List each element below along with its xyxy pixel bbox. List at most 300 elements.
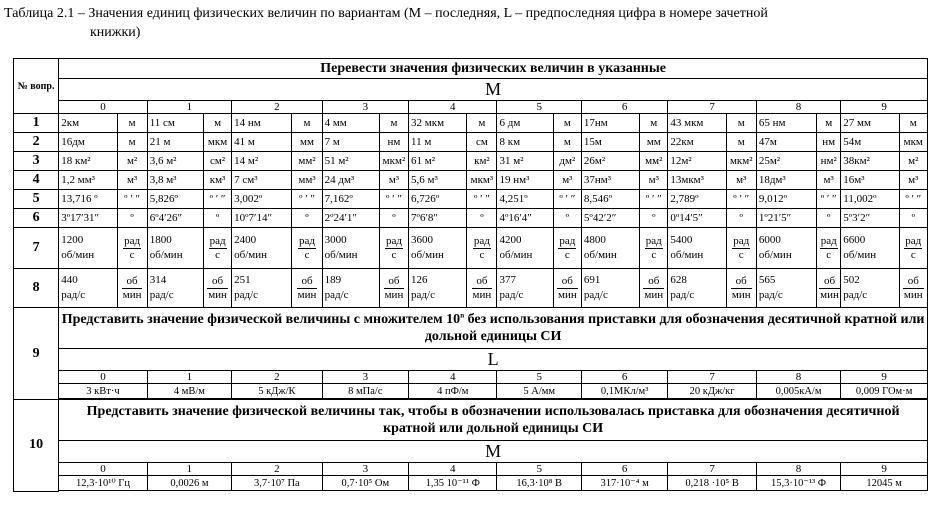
target-unit-cell: мм² — [292, 152, 322, 171]
value-cell: 16м³ — [841, 171, 899, 190]
target-unit-cell: м³ — [379, 171, 408, 190]
unit-denominator: с — [651, 248, 657, 261]
value-cell: 317·10⁻⁴ м — [581, 476, 667, 491]
target-unit-cell: м³ — [726, 171, 756, 190]
table-row — [14, 476, 928, 491]
target-unit-cell: мкм — [203, 133, 231, 152]
unit-fraction — [643, 275, 664, 302]
variant-number: 4 — [409, 101, 497, 114]
unit-denominator: с — [564, 248, 570, 261]
value-cell: 12045 м — [841, 476, 928, 491]
variant-number: 9 — [841, 463, 928, 476]
value-cell: 51 м² — [322, 152, 379, 171]
target-unit-cell: км² — [467, 152, 497, 171]
caption-line-2: книжки) — [90, 25, 141, 40]
value-cell: 38км² — [841, 152, 899, 171]
target-unit-cell: см² — [203, 152, 231, 171]
question-title-row — [14, 308, 928, 349]
value-number: 2400 — [234, 234, 257, 246]
target-unit-cell: º — [899, 209, 927, 228]
unit-numerator: об — [297, 275, 318, 289]
table-row — [14, 152, 928, 171]
variant-number: 1 — [147, 463, 231, 476]
question-number: 2 — [14, 133, 59, 152]
target-unit-cell: мм³ — [292, 171, 322, 190]
target-unit-cell — [817, 269, 841, 308]
target-unit-cell: º — [467, 209, 497, 228]
target-unit-cell: м — [203, 114, 231, 133]
question-number: 3 — [14, 152, 59, 171]
value-number: 628 — [670, 274, 687, 286]
question-number: 6 — [14, 209, 59, 228]
value-unit: об/мин — [324, 249, 358, 261]
variant-number: 2 — [232, 101, 322, 114]
variant-header-row — [14, 101, 928, 114]
value-cell: 19 нм³ — [497, 171, 553, 190]
unit-numerator: рад — [645, 234, 662, 247]
value-cell: 11 м — [409, 133, 467, 152]
value-cell: 31 м² — [497, 152, 553, 171]
unit-denominator: мин — [731, 288, 751, 301]
question-title: Представить значение физической величины так, чтобы в обозначении использовалась приставка для обозначения десятичной кратной или дольной единицы СИ — [59, 400, 928, 441]
value-cell: 14 м² — [232, 152, 292, 171]
target-unit-cell: º — [117, 209, 147, 228]
question-title-row — [14, 400, 928, 441]
value-cell: 8 мПа/с — [322, 384, 408, 399]
value-cell: 4,251º — [497, 190, 553, 209]
target-unit-cell: мкм³ — [467, 171, 497, 190]
value-cell — [668, 269, 726, 308]
value-cell — [497, 269, 553, 308]
unit-fraction — [384, 275, 405, 302]
target-unit-cell — [117, 228, 147, 269]
table-row — [14, 209, 928, 228]
value-unit: рад/с — [149, 289, 174, 301]
unit-denominator: с — [910, 248, 916, 261]
unit-numerator: об — [819, 275, 840, 289]
value-cell: 6º4′26″ — [147, 209, 203, 228]
value-cell: 1º21′5″ — [756, 209, 816, 228]
value-cell: 5,6 м³ — [409, 171, 467, 190]
value-cell — [841, 269, 899, 308]
table-row — [14, 228, 928, 269]
target-unit-cell: м — [899, 114, 927, 133]
target-unit-cell — [292, 269, 322, 308]
value-unit: рад/с — [61, 289, 86, 301]
value-cell — [409, 269, 467, 308]
value-cell — [668, 228, 726, 269]
value-cell: 12,3·10¹⁰ Гц — [59, 476, 147, 491]
value-number: 440 — [61, 274, 78, 286]
variant-number: 9 — [841, 371, 928, 384]
value-number: 5400 — [670, 234, 693, 246]
value-cell: 13,716 º — [59, 190, 117, 209]
value-unit: об/мин — [149, 249, 183, 261]
value-cell — [756, 228, 816, 269]
target-unit-cell: º — [292, 209, 322, 228]
variant-number: 0 — [59, 463, 147, 476]
value-number: 691 — [583, 274, 601, 286]
value-cell: 1,35 10⁻¹¹ Ф — [409, 476, 497, 491]
unit-numerator: рад — [733, 234, 750, 247]
value-cell: 24 дм³ — [322, 171, 379, 190]
table-caption — [4, 4, 934, 42]
value-number: 4200 — [499, 234, 522, 246]
target-unit-cell: º — [817, 209, 841, 228]
value-cell: 18 км² — [59, 152, 117, 171]
caption-line-1: Таблица 2.1 – Значения единиц физических величин по вариантам (M – последняя, L – предпоследняя цифра в номере зачетной — [4, 6, 768, 21]
target-unit-cell: мм — [640, 133, 668, 152]
target-unit-cell — [467, 228, 497, 269]
value-number: 4800 — [583, 234, 606, 246]
target-unit-cell: º ′ ″ — [203, 190, 231, 209]
target-unit-cell: º ′ ″ — [117, 190, 147, 209]
target-unit-cell: м³ — [117, 171, 147, 190]
value-cell: 11,002º — [841, 190, 899, 209]
table-row — [14, 114, 928, 133]
value-cell — [497, 228, 553, 269]
variant-number: 8 — [756, 101, 840, 114]
value-cell: 0º14′5″ — [668, 209, 726, 228]
target-unit-cell: м — [292, 114, 322, 133]
question-title: Представить значение физической величины с множителем 10$^n$ без использования приставки для обозначения десятичной кратной или дольной единицы СИ — [59, 308, 928, 349]
variant-number: 3 — [322, 101, 408, 114]
target-unit-cell — [640, 228, 668, 269]
value-cell: 7,162º — [322, 190, 379, 209]
value-cell: 22км — [668, 133, 726, 152]
value-cell — [581, 228, 639, 269]
target-unit-cell: м — [467, 114, 497, 133]
variant-letter: L — [59, 349, 928, 371]
value-cell: 16дм — [59, 133, 117, 152]
value-cell: 17нм — [581, 114, 639, 133]
variant-number: 4 — [409, 463, 497, 476]
question-number: 10 — [14, 400, 59, 492]
question-number: 1 — [14, 114, 59, 133]
target-unit-cell: м³ — [640, 171, 668, 190]
value-cell: 32 мкм — [409, 114, 467, 133]
value-number: 565 — [758, 274, 776, 286]
question-number-header: № вопр. — [14, 59, 59, 114]
target-unit-cell: м — [817, 114, 841, 133]
unit-denominator: с — [215, 248, 220, 261]
value-unit: рад/с — [411, 289, 435, 301]
value-cell: 5º42′2″ — [581, 209, 639, 228]
value-cell: 15,3·10⁻¹³ Ф — [756, 476, 840, 491]
unit-fraction — [123, 235, 141, 262]
unit-numerator: об — [557, 275, 578, 289]
unit-denominator: с — [738, 248, 744, 261]
variant-number: 2 — [232, 371, 322, 384]
variant-number: 0 — [59, 101, 147, 114]
value-cell — [322, 269, 379, 308]
value-cell: 3,002º — [232, 190, 292, 209]
spacer-row — [14, 491, 928, 492]
value-cell — [232, 228, 292, 269]
target-unit-cell: м — [117, 114, 147, 133]
value-cell: 3º17′31″ — [59, 209, 117, 228]
variant-number: 3 — [322, 463, 408, 476]
target-unit-cell: º — [553, 209, 581, 228]
value-cell: 8,546º — [581, 190, 639, 209]
value-cell: 65 нм — [756, 114, 816, 133]
header-row — [14, 59, 928, 79]
unit-numerator: об — [472, 275, 493, 289]
value-cell: 4 мВ/м — [147, 384, 231, 399]
value-cell: 1,2 мм³ — [59, 171, 117, 190]
value-cell: 41 м — [232, 133, 292, 152]
variant-number: 7 — [668, 101, 756, 114]
value-cell: 7 см³ — [232, 171, 292, 190]
variant-header-row — [14, 463, 928, 476]
value-cell: 10º7′14″ — [232, 209, 292, 228]
value-cell: 43 мкм — [668, 114, 726, 133]
unit-denominator: с — [304, 248, 310, 261]
table-row — [14, 190, 928, 209]
target-unit-cell: м² — [117, 152, 147, 171]
value-number: 377 — [499, 274, 516, 286]
target-unit-cell: м² — [899, 152, 927, 171]
unit-fraction — [209, 235, 227, 262]
target-unit-cell — [292, 228, 322, 269]
title-exponent: n — [460, 311, 465, 320]
value-cell: 9,012º — [756, 190, 816, 209]
unit-denominator: с — [391, 248, 397, 261]
unit-numerator: рад — [820, 234, 837, 247]
target-unit-cell: м³ — [817, 171, 841, 190]
value-cell: 11 см — [147, 114, 203, 133]
target-unit-cell — [117, 269, 147, 308]
unit-fraction — [297, 275, 318, 302]
table-row — [14, 269, 928, 308]
target-unit-cell — [379, 269, 408, 308]
unit-numerator: об — [903, 275, 924, 289]
unit-numerator: об — [207, 275, 228, 289]
unit-fraction — [731, 275, 752, 302]
target-unit-cell: м — [726, 133, 756, 152]
value-number: 189 — [324, 274, 342, 286]
question-number: 7 — [14, 228, 59, 269]
value-cell: 27 мм — [841, 114, 899, 133]
value-unit: рад/с — [670, 289, 695, 301]
value-number: 251 — [234, 274, 251, 286]
unit-numerator: об — [643, 275, 664, 289]
table-row — [14, 171, 928, 190]
value-unit: об/мин — [499, 249, 533, 261]
unit-fraction — [298, 235, 316, 262]
variant-number: 6 — [581, 371, 667, 384]
value-cell: 2º24′1″ — [322, 209, 379, 228]
unit-fraction — [122, 275, 143, 302]
unit-fraction — [385, 235, 403, 262]
unit-numerator: рад — [905, 234, 922, 247]
unit-denominator: мин — [472, 288, 492, 301]
value-cell: 26м² — [581, 152, 639, 171]
variant-number: 3 — [322, 371, 408, 384]
variant-number: 6 — [581, 101, 667, 114]
value-cell: 16,3·10⁸ В — [497, 476, 581, 491]
value-cell: 3 кВт·ч — [59, 384, 147, 399]
unit-fraction — [732, 235, 750, 262]
variant-number: 5 — [497, 371, 581, 384]
unit-numerator: рад — [209, 234, 226, 247]
target-unit-cell: мм² — [640, 152, 668, 171]
variant-number: 7 — [668, 463, 756, 476]
variant-number: 1 — [147, 371, 231, 384]
value-cell: 0,1МКл/м³ — [581, 384, 667, 399]
table-row — [14, 384, 928, 399]
value-number: 1200 — [61, 234, 84, 246]
unit-fraction — [557, 275, 578, 302]
value-cell — [581, 269, 639, 308]
target-unit-cell: м — [553, 133, 581, 152]
unit-denominator: мин — [903, 288, 923, 301]
target-unit-cell: º ′ ″ — [379, 190, 408, 209]
target-unit-cell: мкм² — [379, 152, 408, 171]
value-unit: об/мин — [411, 249, 444, 261]
value-cell: 4 пФ/м — [409, 384, 497, 399]
value-cell: 3,8 м³ — [147, 171, 203, 190]
value-cell: 4 мм — [322, 114, 379, 133]
unit-denominator: с — [479, 248, 485, 261]
value-number: 314 — [149, 274, 167, 286]
unit-fraction — [473, 235, 491, 262]
value-cell: 21 м — [147, 133, 203, 152]
target-unit-cell: нм² — [817, 152, 841, 171]
value-cell: 5 кДж/К — [232, 384, 322, 399]
value-unit: рад/с — [758, 289, 783, 301]
value-cell: 3,7·10⁷ Па — [232, 476, 322, 491]
value-cell: 14 нм — [232, 114, 292, 133]
unit-numerator: рад — [559, 234, 576, 247]
value-unit: об/мин — [843, 249, 877, 261]
value-cell: 54м — [841, 133, 899, 152]
variant-header-row — [14, 371, 928, 384]
variant-number: 4 — [409, 371, 497, 384]
question-number: 9 — [14, 308, 59, 400]
target-unit-cell: дм² — [553, 152, 581, 171]
target-unit-cell: мм — [292, 133, 322, 152]
variant-number: 7 — [668, 371, 756, 384]
value-unit: об/мин — [234, 249, 268, 261]
value-cell: 0,7·10⁵ Ом — [322, 476, 408, 491]
value-cell — [232, 269, 292, 308]
variant-number: 8 — [756, 371, 840, 384]
value-cell: 18дм³ — [756, 171, 816, 190]
value-cell — [322, 228, 379, 269]
value-cell: 37нм³ — [581, 171, 639, 190]
target-unit-cell — [553, 228, 581, 269]
variant-number: 6 — [581, 463, 667, 476]
unit-denominator: с — [129, 248, 135, 261]
variant-number: 9 — [841, 101, 928, 114]
question-number: 4 — [14, 171, 59, 190]
value-cell: 61 м² — [409, 152, 467, 171]
value-number: 3600 — [411, 234, 434, 246]
unit-denominator: мин — [122, 288, 142, 301]
target-unit-cell: км³ — [203, 171, 231, 190]
target-unit-cell — [553, 269, 581, 308]
value-cell: 5º3′2″ — [841, 209, 899, 228]
unit-numerator: об — [731, 275, 752, 289]
target-unit-cell: º ′ ″ — [553, 190, 581, 209]
variant-number: 1 — [147, 101, 231, 114]
unit-denominator: мин — [557, 288, 577, 301]
target-unit-cell — [203, 228, 231, 269]
target-unit-cell: м — [553, 114, 581, 133]
question-number: 8 — [14, 269, 59, 308]
target-unit-cell — [640, 269, 668, 308]
value-cell: 15м — [581, 133, 639, 152]
value-cell — [756, 269, 816, 308]
unit-fraction — [820, 235, 838, 262]
target-unit-cell: нм — [379, 133, 408, 152]
value-unit: об/мин — [61, 249, 95, 261]
value-cell: 25м² — [756, 152, 816, 171]
value-number: 502 — [843, 274, 860, 286]
value-cell: 4º16′4″ — [497, 209, 553, 228]
value-cell: 0,0026 м — [147, 476, 231, 491]
value-cell: 8 км — [497, 133, 553, 152]
value-unit: рад/с — [324, 289, 349, 301]
value-cell: 6 дм — [497, 114, 553, 133]
unit-numerator: рад — [473, 234, 490, 247]
target-unit-cell — [467, 269, 497, 308]
value-unit: рад/с — [234, 289, 259, 301]
target-unit-cell — [726, 269, 756, 308]
target-unit-cell: нм — [817, 133, 841, 152]
unit-fraction — [207, 275, 228, 302]
target-unit-cell: м — [726, 114, 756, 133]
value-cell: 5 А/мм — [497, 384, 581, 399]
value-unit: об/мин — [670, 249, 704, 261]
section-title: Перевести значения физических величин в указанные — [59, 59, 928, 79]
unit-denominator: мин — [820, 288, 839, 301]
target-unit-cell: º ′ ″ — [640, 190, 668, 209]
unit-numerator: об — [122, 275, 143, 289]
unit-denominator: мин — [644, 288, 664, 301]
target-unit-cell — [899, 269, 927, 308]
target-unit-cell: º ′ ″ — [899, 190, 927, 209]
unit-fraction — [904, 235, 922, 262]
variant-number: 2 — [232, 463, 322, 476]
value-cell: 0,218 ·10⁵ В — [668, 476, 756, 491]
table-row — [14, 133, 928, 152]
value-cell: 47м — [756, 133, 816, 152]
target-unit-cell: м — [117, 133, 147, 152]
target-unit-cell: º ′ ″ — [817, 190, 841, 209]
target-unit-cell: º — [203, 209, 231, 228]
unit-numerator: рад — [299, 234, 315, 247]
value-number: 1800 — [149, 234, 172, 246]
unit-denominator: мин — [384, 288, 404, 301]
target-unit-cell: º — [379, 209, 408, 228]
target-unit-cell: м — [379, 114, 408, 133]
value-cell — [841, 228, 899, 269]
value-cell: 20 кДж/кг — [668, 384, 756, 399]
value-cell: 2км — [59, 114, 117, 133]
value-number: 6600 — [843, 234, 866, 246]
value-number: 3000 — [324, 234, 347, 246]
value-unit: об/мин — [758, 249, 792, 261]
unit-fraction — [819, 275, 840, 302]
target-unit-cell: º ′ ″ — [292, 190, 322, 209]
target-unit-cell: м³ — [899, 171, 927, 190]
spacer-cell — [59, 491, 928, 492]
value-cell — [147, 228, 203, 269]
target-unit-cell: º — [726, 209, 756, 228]
target-unit-cell — [817, 228, 841, 269]
